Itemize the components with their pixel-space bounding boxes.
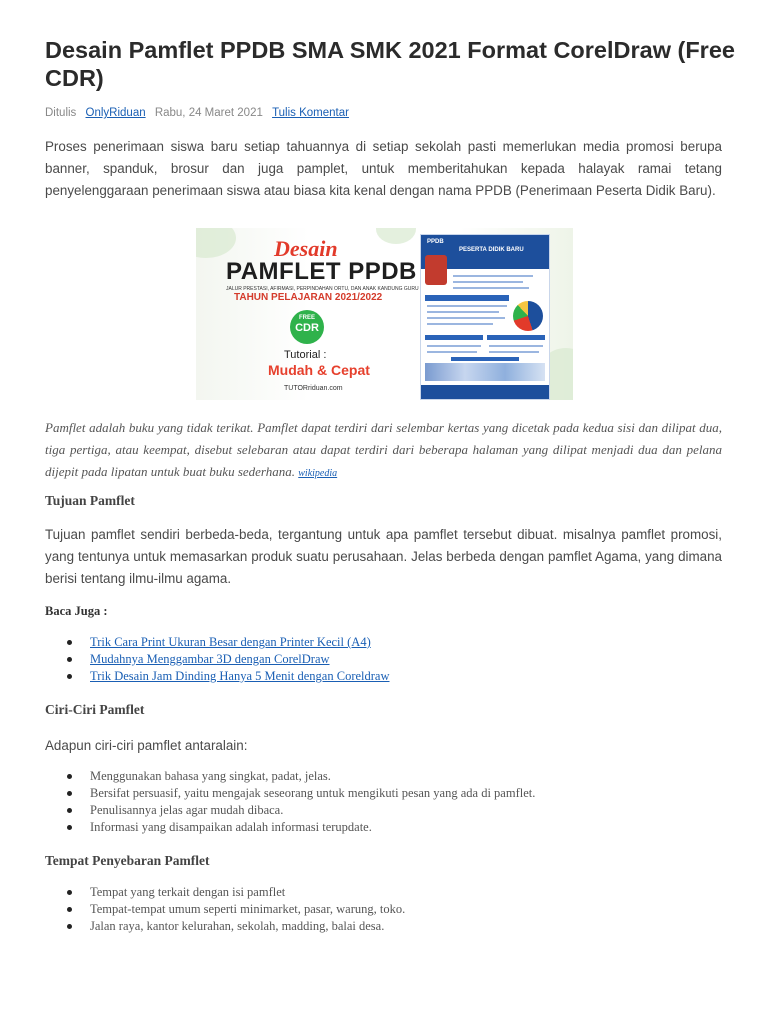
banner-year-text: TAHUN PELAJARAN 2021/2022	[234, 292, 383, 303]
baca-juga-label: Baca Juga :	[45, 604, 108, 618]
badge-free-text: FREE	[298, 315, 315, 321]
list-item: Tempat yang terkait dengan isi pamflet	[45, 884, 405, 901]
quote-text: Pamflet adalah buku yang tidak terikat. Pamflet dapat terdiri dari selembar kertas yang dicetak pada kedua sisi dan dilipat dua, tiga pertiga, atau keempat, disebut selebaran atau dapat terdiri dari beberapa halaman yang dilipat menjadi dua dan pelana dijepit pada lipatan untuk buat buku sederhana.	[45, 420, 722, 479]
banner-site-text: TUTORriduan.com	[284, 385, 343, 392]
list-item: Bersifat persuasif, yaitu mengajak seseorang untuk mengikuti pesan yang ada di pamflet.	[45, 785, 535, 802]
post-date: Rabu, 24 Maret 2021	[154, 107, 263, 119]
related-link-item	[45, 668, 390, 685]
pamflet-definition-quote	[45, 417, 722, 485]
free-cdr-badge	[290, 310, 324, 344]
related-link[interactable]: Mudahnya Menggambar 3D dengan CorelDraw	[90, 652, 330, 666]
ciri-list	[45, 768, 535, 836]
related-link-item	[45, 651, 390, 668]
badge-cdr-text: CDR	[295, 322, 319, 334]
post-meta	[45, 107, 349, 119]
tempat-list	[45, 884, 405, 935]
intro-paragraph: Proses penerimaan siswa baru setiap tahuannya di setiap sekolah pasti memerlukan media promosi berupa banner, spanduk, brosur dan juga pamplet, untuk memberitahukan kepada halayak ramai tetang penyelenggaraan penerimaan siswa atau biasa kita kenal dengan nama PPDB (Penerimaan Peserta Didik Baru).	[45, 139, 722, 198]
list-item: Jalan raya, kantor kelurahan, sekolah, madding, balai desa.	[45, 918, 405, 935]
heading-tujuan: Tujuan Pamflet	[45, 493, 135, 508]
banner-jalur-text: JALUR PRESTASI, AFIRMASI, PERPINDAHAN ORTU, DAN ANAK KANDUNG GURU	[226, 286, 419, 292]
meta-prefix: Ditulis	[45, 107, 77, 119]
poster-heading: PESERTA DIDIK BARU	[459, 247, 524, 253]
banner-desain-text: Desain	[274, 236, 338, 261]
related-link[interactable]: Trik Desain Jam Dinding Hanya 5 Menit dengan Coreldraw	[90, 669, 390, 683]
poster-brand: PPDB	[427, 239, 444, 245]
wikipedia-link[interactable]: wikipedia	[298, 468, 338, 479]
poster-photo-strip	[425, 363, 545, 381]
comment-link[interactable]: Tulis Komentar	[272, 107, 349, 119]
poster-photo	[425, 255, 447, 285]
author-link[interactable]: OnlyRiduan	[85, 107, 146, 119]
list-item: Menggunakan bahasa yang singkat, padat, jelas.	[45, 768, 535, 785]
banner-tutorial-text: Tutorial :	[284, 349, 327, 361]
heading-tempat: Tempat Penyebaran Pamflet	[45, 853, 210, 868]
list-item: Tempat-tempat umum seperti minimarket, pasar, warung, toko.	[45, 901, 405, 918]
list-item: Penulisannya jelas agar mudah dibaca.	[45, 802, 535, 819]
poster-pie-graphic	[513, 301, 543, 331]
related-link-item	[45, 634, 390, 651]
related-link[interactable]: Trik Cara Print Ukuran Besar dengan Printer Kecil (A4)	[90, 635, 371, 649]
list-item: Informasi yang disampaikan adalah informasi terupdate.	[45, 819, 535, 836]
related-links-list	[45, 634, 390, 685]
ciri-intro: Adapun ciri-ciri pamflet antaralain:	[45, 738, 248, 753]
heading-ciri: Ciri-Ciri Pamflet	[45, 702, 145, 717]
banner-tagline: Mudah & Cepat	[268, 362, 370, 378]
tujuan-paragraph: Tujuan pamflet sendiri berbeda-beda, tergantung untuk apa pamflet tersebut dibuat. misalnya pamflet promosi, yang tentunya untuk memasarkan produk suatu perusahaan. Jelas berbeda dengan pamflet Agama, yang dimana berisi tentang ilmu-ilmu agama.	[45, 527, 722, 586]
banner-headline: PAMFLET PPDB	[226, 258, 417, 285]
ppdb-poster-preview	[420, 234, 550, 400]
article-title: Desain Pamflet PPDB SMA SMK 2021 Format CorelDraw (Free CDR)	[45, 37, 735, 91]
article-banner-image	[196, 228, 573, 400]
